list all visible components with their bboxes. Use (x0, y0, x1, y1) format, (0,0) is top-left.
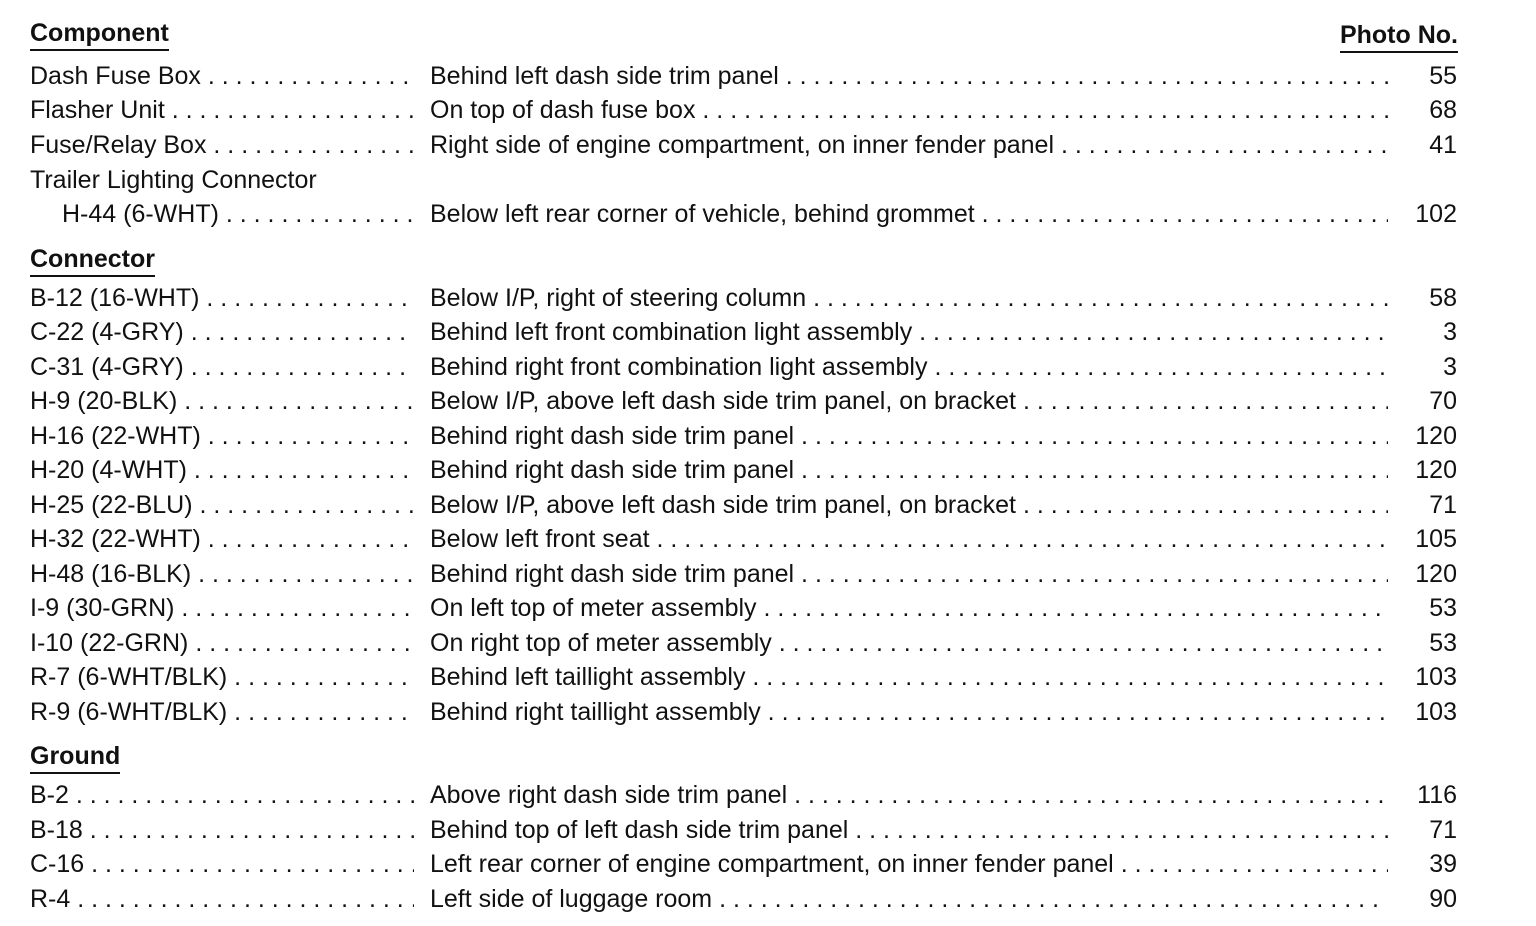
ground-location: Left rear corner of engine compartment, on inner fender panel . . . (430, 847, 1388, 881)
table-row (0, 847, 1536, 881)
table-row (0, 695, 1536, 729)
component-location: Right side of engine compartment, on inner fender panel . . . (430, 128, 1388, 162)
table-row (0, 350, 1536, 384)
component-location: On top of dash fuse box . . . (430, 93, 1388, 127)
photo-number: 103 (1415, 698, 1457, 726)
table-row (0, 778, 1536, 812)
table-row (0, 557, 1536, 591)
photo-number: 55 (1429, 62, 1457, 90)
connector-name: H-9 (20-BLK) . . . (30, 384, 414, 418)
component-name: Flasher Unit . . . (30, 93, 414, 127)
connector-location: Below I/P, above left dash side trim panel, on bracket . . . (430, 384, 1388, 418)
component-name: Trailer Lighting Connector (30, 166, 317, 194)
component-name: H-44 (6-WHT) . . . (62, 197, 414, 231)
connector-location: Below left front seat . . . (430, 522, 1388, 556)
table-row (0, 522, 1536, 556)
table-row (0, 813, 1536, 847)
photo-number: 71 (1429, 491, 1457, 519)
connector-location: Behind right taillight assembly . . . (430, 695, 1388, 729)
ground-location: Left side of luggage room . . . (430, 882, 1388, 916)
photo-number: 116 (1417, 781, 1457, 809)
table-row (0, 419, 1536, 453)
connector-location: Behind left front combination light assembly . . . (430, 315, 1388, 349)
connector-location: Behind right dash side trim panel . . . (430, 419, 1388, 453)
connector-name: R-9 (6-WHT/BLK) . . . (30, 695, 414, 729)
photo-number: 120 (1415, 422, 1457, 450)
table-row (0, 197, 1536, 231)
connector-location: Behind right dash side trim panel . . . (430, 557, 1388, 591)
photo-number: 70 (1429, 387, 1457, 415)
table-row (0, 128, 1536, 162)
table-row (0, 93, 1536, 127)
connector-location: Behind right front combination light assembly . . . (430, 350, 1388, 384)
table-row (0, 882, 1536, 916)
table-row (0, 315, 1536, 349)
component-name: Dash Fuse Box . . . (30, 59, 414, 93)
photo-number: 102 (1415, 200, 1457, 228)
photo-number: 120 (1415, 560, 1457, 588)
connector-name: H-32 (22-WHT) . . . (30, 522, 414, 556)
table-row (0, 384, 1536, 418)
photo-no-header: Photo No. (1340, 20, 1458, 53)
photo-number: 53 (1429, 594, 1457, 622)
table-row (0, 626, 1536, 660)
connector-location: Behind left taillight assembly . . . (430, 660, 1388, 694)
photo-number: 58 (1429, 284, 1457, 312)
component-location: Behind left dash side trim panel . . . (430, 59, 1388, 93)
connector-name: H-25 (22-BLU) . . . (30, 488, 414, 522)
connector-name: I-9 (30-GRN) . . . (30, 591, 414, 625)
component-header: Component (30, 18, 169, 51)
component-name: Fuse/Relay Box . . . (30, 128, 414, 162)
ground-location: Behind top of left dash side trim panel . . . (430, 813, 1388, 847)
photo-number: 90 (1429, 885, 1457, 913)
photo-number: 68 (1429, 96, 1457, 124)
connector-name: I-10 (22-GRN) . . . (30, 626, 414, 660)
photo-number: 53 (1429, 629, 1457, 657)
photo-number: 120 (1415, 456, 1457, 484)
photo-number: 41 (1429, 131, 1457, 159)
connector-location: Behind right dash side trim panel . . . (430, 453, 1388, 487)
table-row (0, 163, 1536, 197)
connector-location: On right top of meter assembly . . . (430, 626, 1388, 660)
ground-name: B-2 . . . (30, 778, 414, 812)
table-row (0, 281, 1536, 315)
ground-name: B-18 . . . (30, 813, 414, 847)
photo-number: 103 (1415, 663, 1457, 691)
table-row (0, 591, 1536, 625)
connector-name: H-20 (4-WHT) . . . (30, 453, 414, 487)
table-row (0, 660, 1536, 694)
ground-name: C-16 . . . (30, 847, 414, 881)
table-row (0, 59, 1536, 93)
photo-number: 3 (1443, 353, 1457, 381)
component-location: Below left rear corner of vehicle, behind grommet . . . (430, 197, 1388, 231)
ground-header: Ground (30, 741, 120, 774)
connector-name: R-7 (6-WHT/BLK) . . . (30, 660, 414, 694)
connector-name: C-31 (4-GRY) . . . (30, 350, 414, 384)
table-row (0, 488, 1536, 522)
photo-number: 3 (1443, 318, 1457, 346)
connector-header: Connector (30, 244, 155, 277)
connector-name: C-22 (4-GRY) . . . (30, 315, 414, 349)
connector-name: H-16 (22-WHT) . . . (30, 419, 414, 453)
table-row (0, 453, 1536, 487)
connector-location: On left top of meter assembly . . . (430, 591, 1388, 625)
ground-name: R-4 . . . (30, 882, 414, 916)
connector-location: Below I/P, above left dash side trim panel, on bracket . . . (430, 488, 1388, 522)
ground-location: Above right dash side trim panel . . . (430, 778, 1388, 812)
connector-location: Below I/P, right of steering column . . . (430, 281, 1388, 315)
photo-number: 39 (1429, 850, 1457, 878)
photo-number: 105 (1415, 525, 1457, 553)
connector-name: H-48 (16-BLK) . . . (30, 557, 414, 591)
photo-number: 71 (1429, 816, 1457, 844)
connector-name: B-12 (16-WHT) . . . (30, 281, 414, 315)
